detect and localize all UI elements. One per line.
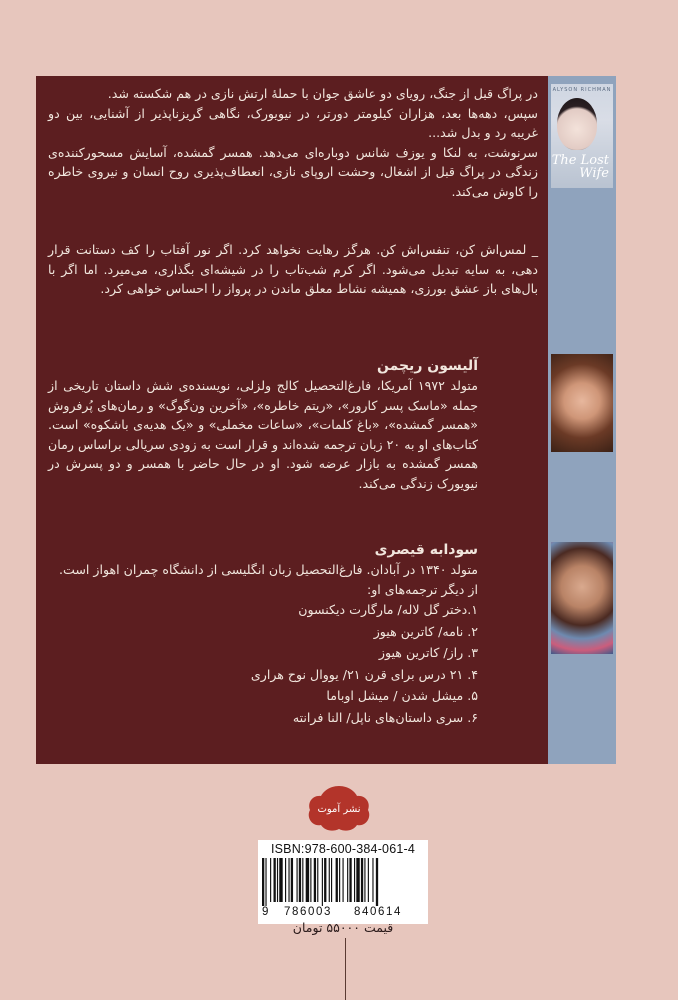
list-item: ۲. نامه/ کاترین هیوز bbox=[373, 623, 478, 639]
cover-portrait bbox=[557, 98, 597, 150]
isbn-text: ISBN:978-600-384-061-4 bbox=[270, 842, 416, 856]
translations-list bbox=[48, 599, 478, 728]
author-photo bbox=[551, 354, 613, 452]
price: قیمت ۵۵۰۰۰ تومان bbox=[292, 920, 394, 935]
list-item: ۱.دختر گل لاله/ مارگارت دیکنسون bbox=[298, 602, 478, 618]
author-section bbox=[48, 356, 478, 494]
barcode-label: ISBN:978-600-384-061-4 9 786003 840614 bbox=[258, 840, 428, 924]
author-bio: متولد ۱۹۷۲ آمریکا، فارغ‌التحصیل کالج ولزلی، نویسنده‌ی شش داستان تاریخی از جمله «ماسک پسر کارور»، «ریتم خاطره»، «آخرین ون‌گوگ» و رمان‌های پُرفروش «همسر گمشده»، «باغ کلمات»، «ساعات مخملی» و «یک هدیه‌ی باشکوه» است. کتاب‌های او به ۲۰ زبان ترجمه شده‌اند و قرار است به زودی سریالی براساس رمان همسر گمشده به بازار عرضه شود. او در حال حاضر با همسر و دو پسرش در نیویورک زندگی می‌کند. bbox=[48, 378, 478, 491]
list-item: ۴. ۲۱ درس برای قرن ۲۱/ یووال نوح هراری bbox=[250, 666, 478, 682]
back-cover-text-panel bbox=[36, 76, 548, 764]
list-item: ۳. راز/ کاترین هیوز bbox=[378, 645, 478, 661]
publisher-logo-text: نشر آموت bbox=[317, 804, 361, 815]
barcode-icon bbox=[262, 858, 424, 906]
translator-section bbox=[48, 540, 478, 728]
list-item: ۶. سری داستان‌های ناپل/ النا فرانته bbox=[292, 709, 478, 725]
author-name: آلیسون ریچمن bbox=[376, 358, 478, 374]
quote bbox=[48, 240, 538, 299]
book-cover-author: ALYSON RICHMAN bbox=[552, 87, 612, 93]
book-cover-title: The Lost Wife bbox=[551, 153, 609, 181]
publisher-logo-icon bbox=[305, 783, 373, 833]
translations-heading: از دیگر ترجمه‌های او: bbox=[366, 581, 478, 597]
quote-text: _ لمس‌اش کن، تنفس‌اش کن. هرگز رهایت نخواهد کرد. اگر نور آفتاب را کف دستانت قرار دهی، به سایه تبدیل می‌شود. اگر کرم شب‌تاب را در شیشه‌ای بگذاری، می‌میرد. اما اگر با بال‌های باز عشق بورزی، همیشه نشاط معلق ماندن در پرواز را احساس خواهی کرد. bbox=[48, 242, 538, 297]
translator-name: سودابه قیصری bbox=[374, 542, 478, 558]
book-cover-thumbnail bbox=[551, 84, 613, 188]
divider-line bbox=[345, 938, 346, 1000]
synopsis-paragraph: در پراگ قبل از جنگ، رویای دو عاشق جوان با حملهٔ ارتش نازی در هم شکسته شد. bbox=[107, 86, 538, 101]
synopsis bbox=[48, 84, 538, 202]
synopsis-paragraph: سپس، دهه‌ها بعد، هزاران کیلومتر دورتر، در نیویورک، نگاهی گریزناپذیر از آشنایی، بین دو غریبه رد و بدل شد... bbox=[48, 105, 538, 141]
list-item: ۵. میشل شدن / میشل اوباما bbox=[326, 688, 478, 704]
translator-bio: متولد ۱۳۴۰ در آبادان. فارغ‌التحصیل زبان انگلیسی از دانشگاه چمران اهواز است. bbox=[58, 562, 478, 577]
synopsis-paragraph: سرنوشت، به لنکا و یوزف شانس دوباره‌ای می‌دهد. همسر گمشده، آسایش مسحورکننده‌ی زندگی در پراگ قبل از اشغال، وحشت اروپای نازی، انعطاف‌پذیری روح انسان و نیروی خاطره را کاوش می‌کند. bbox=[48, 144, 538, 199]
translator-photo bbox=[551, 542, 613, 654]
